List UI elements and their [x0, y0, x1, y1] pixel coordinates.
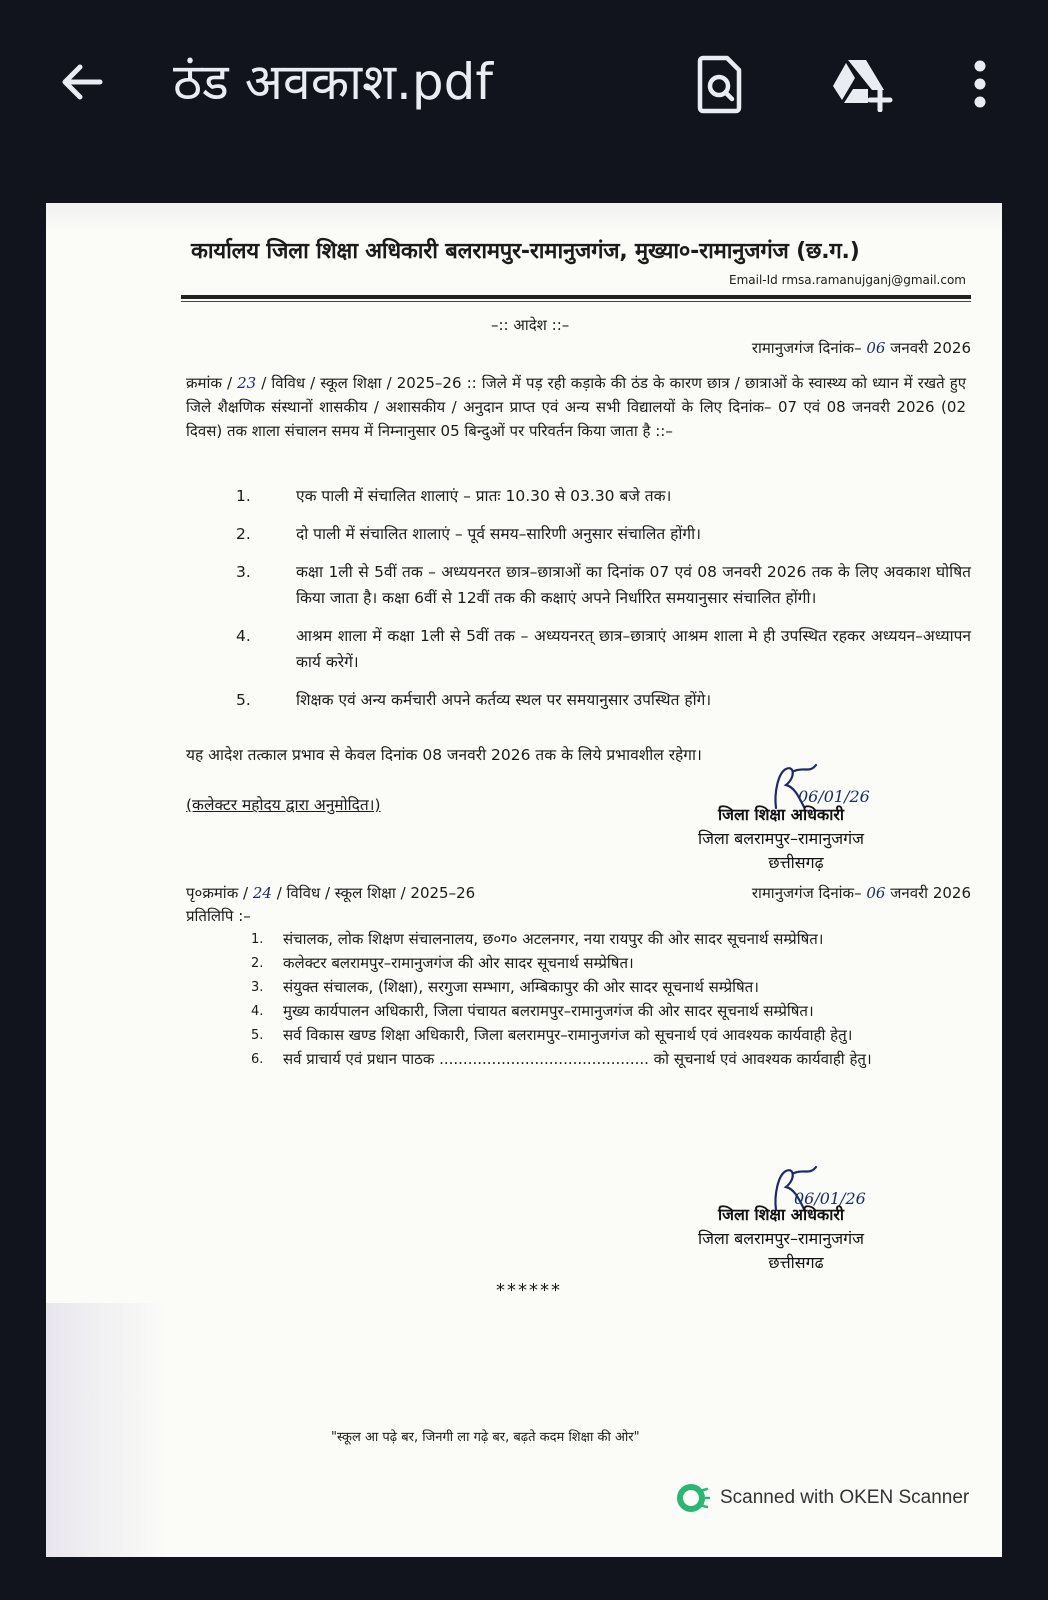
file-title: ठंड अवकाश.pdf: [173, 53, 494, 111]
more-options-button[interactable]: [960, 52, 1000, 116]
list-item: 5. शिक्षक एवं अन्य कर्मचारी अपने कर्तव्य स्थल पर समयानुसार उपस्थित होंगे।: [236, 691, 712, 709]
office-email: Email-Id rmsa.ramanujganj@gmail.com: [729, 273, 966, 287]
add-to-drive-button[interactable]: [826, 52, 896, 116]
signature-date: 06/01/26: [798, 787, 870, 806]
officer-district: जिला बलरामपुर–रामानुजगंज: [698, 1229, 864, 1248]
list-item: 5. सर्व विकास खण्ड शिक्षा अधिकारी, जिला बलरामपुर–रामानुजगंज को सूचनार्थ एवं आवश्यक कार्यवाही हेतु।: [251, 1026, 853, 1044]
list-item: 1. एक पाली में संचालित शालाएं – प्रातः 10.30 से 03.30 बजे तक।: [236, 487, 672, 505]
copy-date: रामानुजगंज दिनांक– 06 जनवरी 2026: [751, 884, 971, 902]
order-title: –:: आदेश ::–: [491, 316, 570, 334]
top-app-bar: [0, 0, 1048, 165]
header-rule-thin: [181, 301, 971, 302]
order-number: क्रमांक / 23 / विविध / स्कूल शिक्षा / 2025–26: [186, 374, 462, 392]
list-item: 3. संयुक्त संचालक, (शिक्षा), सरगुजा सम्भाग, अम्बिकापुर की ओर सादर सूचनार्थ सम्प्रेषित।: [251, 978, 759, 996]
order-date: रामानुजगंज दिनांक– 06 जनवरी 2026: [751, 339, 971, 357]
officer-title: जिला शिक्षा अधिकारी: [717, 805, 845, 824]
scanner-watermark: [676, 1483, 969, 1513]
order-intro: [186, 371, 966, 443]
copy-list: [251, 928, 971, 1072]
arrow-left-icon: [56, 56, 108, 108]
footer-slogan: "स्कूल आ पढ़े बर, जिनगी ला गढ़े बर, बढ़ते कदम शिक्षा की ओर": [331, 1430, 640, 1445]
document-search-icon: [695, 54, 745, 114]
approval-note: (कलेक्टर महोदय द्वारा अनुमोदित।): [186, 796, 381, 814]
copy-order-number: पृ०क्रमांक / 24 / विविध / स्कूल शिक्षा / 2025–26: [186, 884, 476, 902]
list-item: 2. कलेक्टर बलरामपुर–रामानुजगंज की ओर सादर सूचनार्थ सम्प्रेषित।: [251, 954, 634, 972]
add-to-drive-icon: [828, 56, 894, 112]
back-button[interactable]: [52, 52, 112, 112]
find-in-document-button[interactable]: [690, 52, 750, 116]
officer-title: जिला शिक्षा अधिकारी: [717, 1205, 845, 1224]
list-item: 2. दो पाली में संचालित शालाएं – पूर्व समय–सारिणी अनुसार संचालित होंगी।: [236, 525, 702, 543]
officer-district: जिला बलरामपुर–रामानुजगंज: [698, 829, 864, 848]
intro-text: :: जिले में पड़ रही कड़ाके की ठंड के कारण छात्र / छात्राओं के स्वास्थ्य को ध्यान में रखते हुए जिले शैक्षणिक संस्थानों शासकीय / अशासकीय / अनुदान प्राप्त एवं अन्य सभी विद्यालयों के लिए दिनांक– 07 एवं 08 जनवरी 2026 (02 दिवस) तक शाला संचालन समय में निम्नानुसार 05 बिन्दुओं पर परिवर्तन किया जाता है ::–: [186, 374, 966, 440]
handwritten-copy-no: 24: [252, 884, 272, 902]
list-item: 3. कक्षा 1ली से 5वीं तक – अध्ययनरत छात्र–छात्राओं का दिनांक 07 एवं 08 जनवरी 2026 तक के लिए अवकाश घोषित किया जाता है। कक्षा 6वीं से 12वीं तक की कक्षाएं अपने निर्धारित समयानुसार संचालित होंगी।: [236, 563, 971, 607]
order-items: [236, 483, 971, 725]
end-marker: ******: [496, 1280, 562, 1301]
signature-date: 06/01/26: [794, 1189, 866, 1208]
pdf-page[interactable]: [46, 203, 1002, 1557]
copy-heading: प्रतिलिपि :–: [186, 907, 251, 925]
officer-state: छत्तीसगढ़: [768, 853, 824, 872]
list-item: 1. संचालक, लोक शिक्षण संचालनालय, छ०ग० अटलनगर, नया रायपुर की ओर सादर सूचनार्थ सम्प्रेषित।: [251, 930, 824, 948]
scanner-label: Scanned with OKEN Scanner: [720, 1487, 970, 1508]
list-item: 4. आश्रम शाला में कक्षा 1ली से 5वीं तक – अध्ययनरत् छात्र–छात्राएं आश्रम शाला मे ही उपस्थित रहकर अध्ययन–अध्यापन कार्य करेगें।: [236, 627, 971, 671]
list-item: 4. मुख्य कार्यपालन अधिकारी, जिला पंचायत बलरामपुर–रामानुजगंज की ओर सादर सूचनार्थ सम्प्रेषित।: [251, 1002, 814, 1020]
handwritten-day: 06: [866, 339, 886, 357]
handwritten-copy-day: 06: [866, 884, 886, 902]
officer-state: छत्तीसगढ: [768, 1253, 824, 1272]
office-header: कार्यालय जिला शिक्षा अधिकारी बलरामपुर-रामानुजगंज, मुख्या०-रामानुजगंज (छ.ग.): [191, 239, 860, 264]
officer-signature-block: [631, 1203, 931, 1275]
handwritten-order-no: 23: [237, 374, 257, 392]
officer-signature-block: [631, 803, 931, 875]
order-closing: यह आदेश तत्काल प्रभाव से केवल दिनांक 08 जनवरी 2026 तक के लिये प्रभावशील रहेगा।: [186, 746, 702, 764]
list-item: 6. सर्व प्राचार्य एवं प्रधान पाठक ............................................ को सूचनार्थ एवं आवश्यक कार्यवाही हेतु।: [251, 1050, 872, 1068]
header-rule: [181, 295, 971, 299]
more-vert-icon: [972, 58, 988, 110]
oken-logo-icon: [676, 1483, 710, 1513]
